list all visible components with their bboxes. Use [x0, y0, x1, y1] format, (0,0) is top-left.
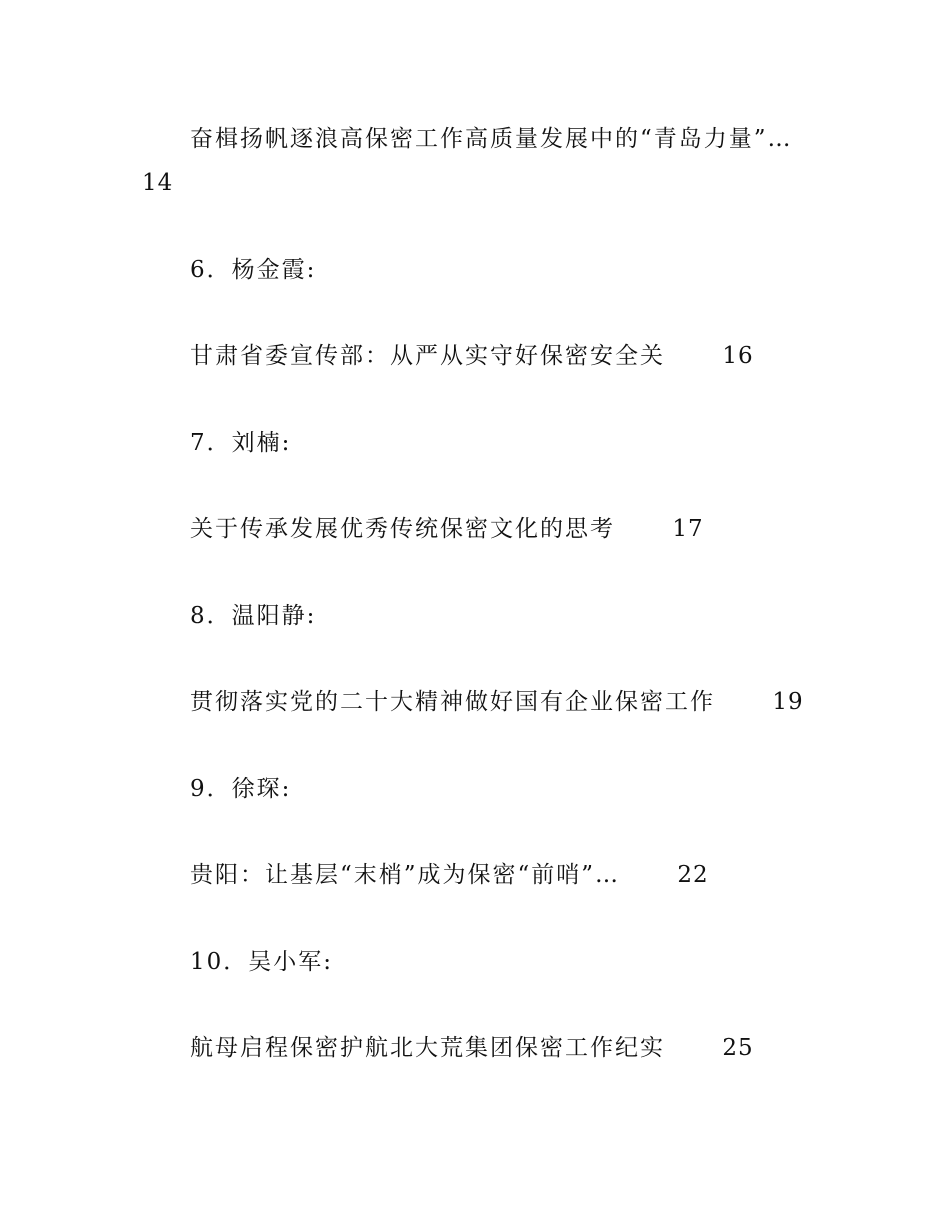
page-number: 22	[677, 862, 709, 888]
toc-entry-author: 6．杨金霞:	[190, 257, 317, 283]
toc-entry-title-text: 航母启程保密护航北大荒集团保密工作纪实	[190, 1035, 665, 1061]
page-number: 19	[772, 689, 804, 715]
toc-entry-title[interactable]	[190, 514, 704, 544]
toc-entry-title[interactable]	[190, 1033, 754, 1063]
toc-entry-author: 7．刘楠:	[190, 430, 292, 456]
page-number: 16	[722, 343, 754, 369]
toc-entry-title-text: 贵阳：让基层“末梢”成为保密“前哨”…	[190, 862, 621, 888]
toc-entry-author: 10．吴小军:	[190, 949, 334, 975]
toc-entry-title-text: 贯彻落实党的二十大精神做好国有企业保密工作	[190, 689, 715, 715]
toc-entry-title[interactable]	[190, 860, 709, 890]
toc-entry-title[interactable]	[190, 124, 793, 154]
page-number: 25	[722, 1035, 754, 1061]
toc-entry-author: 8．温阳静:	[190, 603, 317, 629]
toc-entry-title[interactable]	[190, 341, 754, 371]
toc-entry-title-text: 奋楫扬帆逐浪高保密工作高质量发展中的“青岛力量”…	[190, 126, 793, 152]
toc-entry-title-text: 关于传承发展优秀传统保密文化的思考	[190, 516, 615, 542]
toc-entry-title-text: 甘肃省委宣传部：从严从实守好保密安全关	[190, 343, 665, 369]
toc-entry-author: 9．徐琛:	[190, 776, 292, 802]
page-number: 17	[672, 516, 704, 542]
toc-entry-page-number	[142, 168, 173, 198]
toc-entry-title[interactable]	[190, 687, 804, 717]
page-number: 14	[142, 170, 174, 196]
